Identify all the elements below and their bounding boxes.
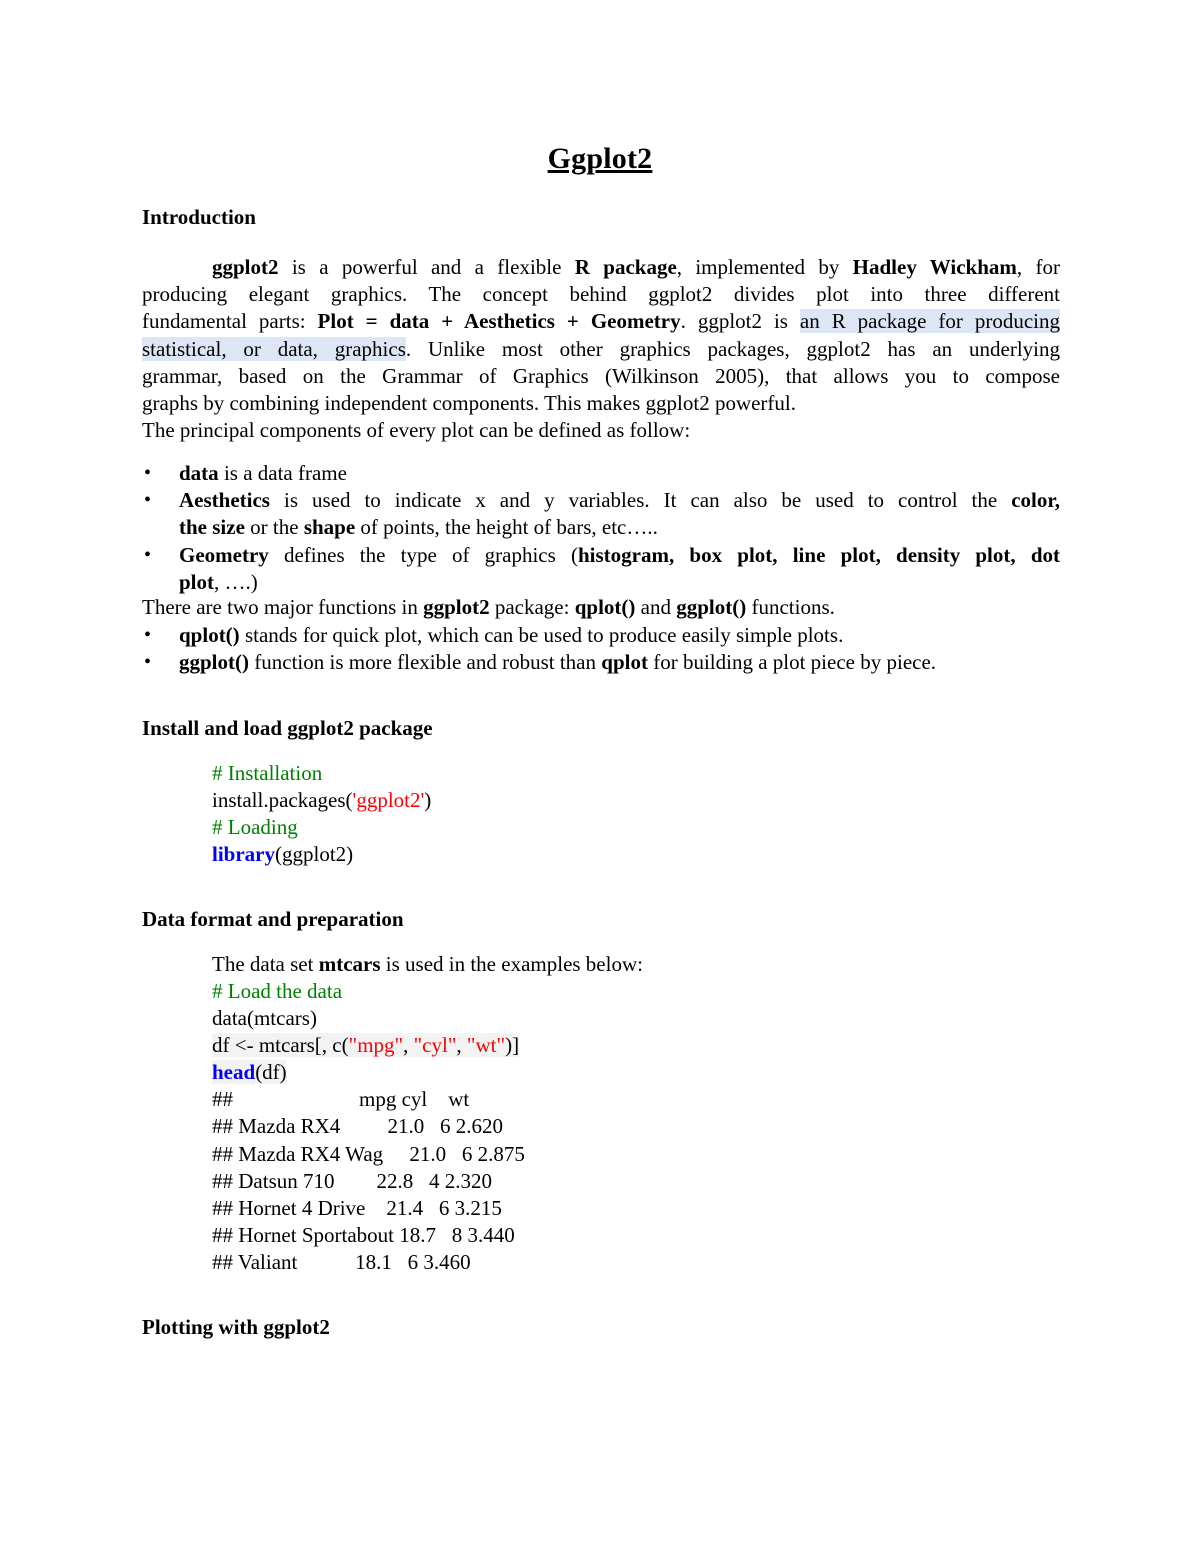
list-item: • Aesthetics is used to indicate x and y variables. It can also be used to control the color, the size or the shape of points, the height of bars, etc….. <box>144 488 1060 540</box>
list-item: • data is a data frame <box>142 460 1060 487</box>
code-line: install.packages('ggplot2') <box>212 788 432 813</box>
heading-data: Data format and preparation <box>142 907 404 931</box>
intro-line-2: producing elegant graphics. The concept behind ggplot2 divides plot into three different <box>142 282 1060 307</box>
table-row: ## Hornet 4 Drive 21.4 6 3.215 <box>212 1195 502 1220</box>
code-comment: # Load the data <box>212 979 343 1003</box>
code-line: df <- mtcars[, c("mpg", "cyl", "wt")] <box>212 1033 520 1058</box>
heading-install: Install and load ggplot2 package <box>142 716 433 740</box>
code-comment: # Loading <box>212 815 298 840</box>
heading-introduction: Introduction <box>142 205 256 229</box>
code-line: data(mtcars) <box>212 1006 317 1031</box>
list-item: • Geometry defines the type of graphics (histogram, box plot, line plot, density plot, dot plot, ….) <box>144 542 1060 594</box>
data-intro-sentence: The data set mtcars is used in the examples below: <box>212 952 643 976</box>
bullet-icon: • <box>144 462 152 484</box>
table-row: ## Valiant 18.1 6 3.460 <box>212 1249 471 1274</box>
bullet-icon: • <box>144 489 152 512</box>
intro-line-4: statistical, or data, graphics. Unlike most other graphics packages, ggplot2 has an underlying <box>142 336 1060 361</box>
list-item: • qplot() stands for quick plot, which can be used to produce easily simple plots. <box>142 622 1060 649</box>
bullet-icon: • <box>144 651 152 674</box>
table-row: ## Mazda RX4 Wag 21.0 6 2.875 <box>212 1141 525 1166</box>
table-header: ## mpg cyl wt <box>212 1087 470 1112</box>
bullet-icon: • <box>144 543 152 566</box>
page-title: Ggplot2 <box>547 142 653 175</box>
table-row: ## Mazda RX4 21.0 6 2.620 <box>212 1114 504 1139</box>
code-line: library(ggplot2) <box>212 842 354 867</box>
code-line: head(df) <box>212 1060 287 1085</box>
list-item: • ggplot() function is more flexible and robust than qplot for building a plot piece by piece. <box>142 649 1060 676</box>
bullet-icon: • <box>144 624 152 646</box>
functions-list <box>142 622 1060 676</box>
intro-line-6: graphs by combining independent components. This makes ggplot2 powerful. <box>142 390 797 415</box>
intro-line-7: The principal components of every plot can be defined as follow: <box>142 418 691 443</box>
functions-sentence: There are two major functions in ggplot2 package: qplot() and ggplot() functions. <box>142 595 835 619</box>
intro-line-5: grammar, based on the Grammar of Graphics (Wilkinson 2005), that allows you to compose <box>142 363 1060 388</box>
intro-line-1: ggplot2 is a powerful and a flexible R package, implemented by Hadley Wickham, for <box>212 255 1060 279</box>
data-code-block <box>212 978 525 1276</box>
install-code-block <box>212 760 431 868</box>
code-comment: # Installation <box>212 761 323 785</box>
highlighted-text: an R package for producing <box>799 309 1060 334</box>
table-row: ## Hornet Sportabout 18.7 8 3.440 <box>212 1222 515 1247</box>
components-list <box>142 460 1060 596</box>
heading-plotting: Plotting with ggplot2 <box>142 1315 330 1339</box>
intro-paragraph <box>142 254 1060 444</box>
table-row: ## Datsun 710 22.8 4 2.320 <box>212 1168 492 1193</box>
intro-line-3: fundamental parts: Plot = data + Aesthetics + Geometry. ggplot2 is an R package for producing <box>142 309 1060 334</box>
highlighted-text: statistical, or data, graphics <box>142 336 406 361</box>
